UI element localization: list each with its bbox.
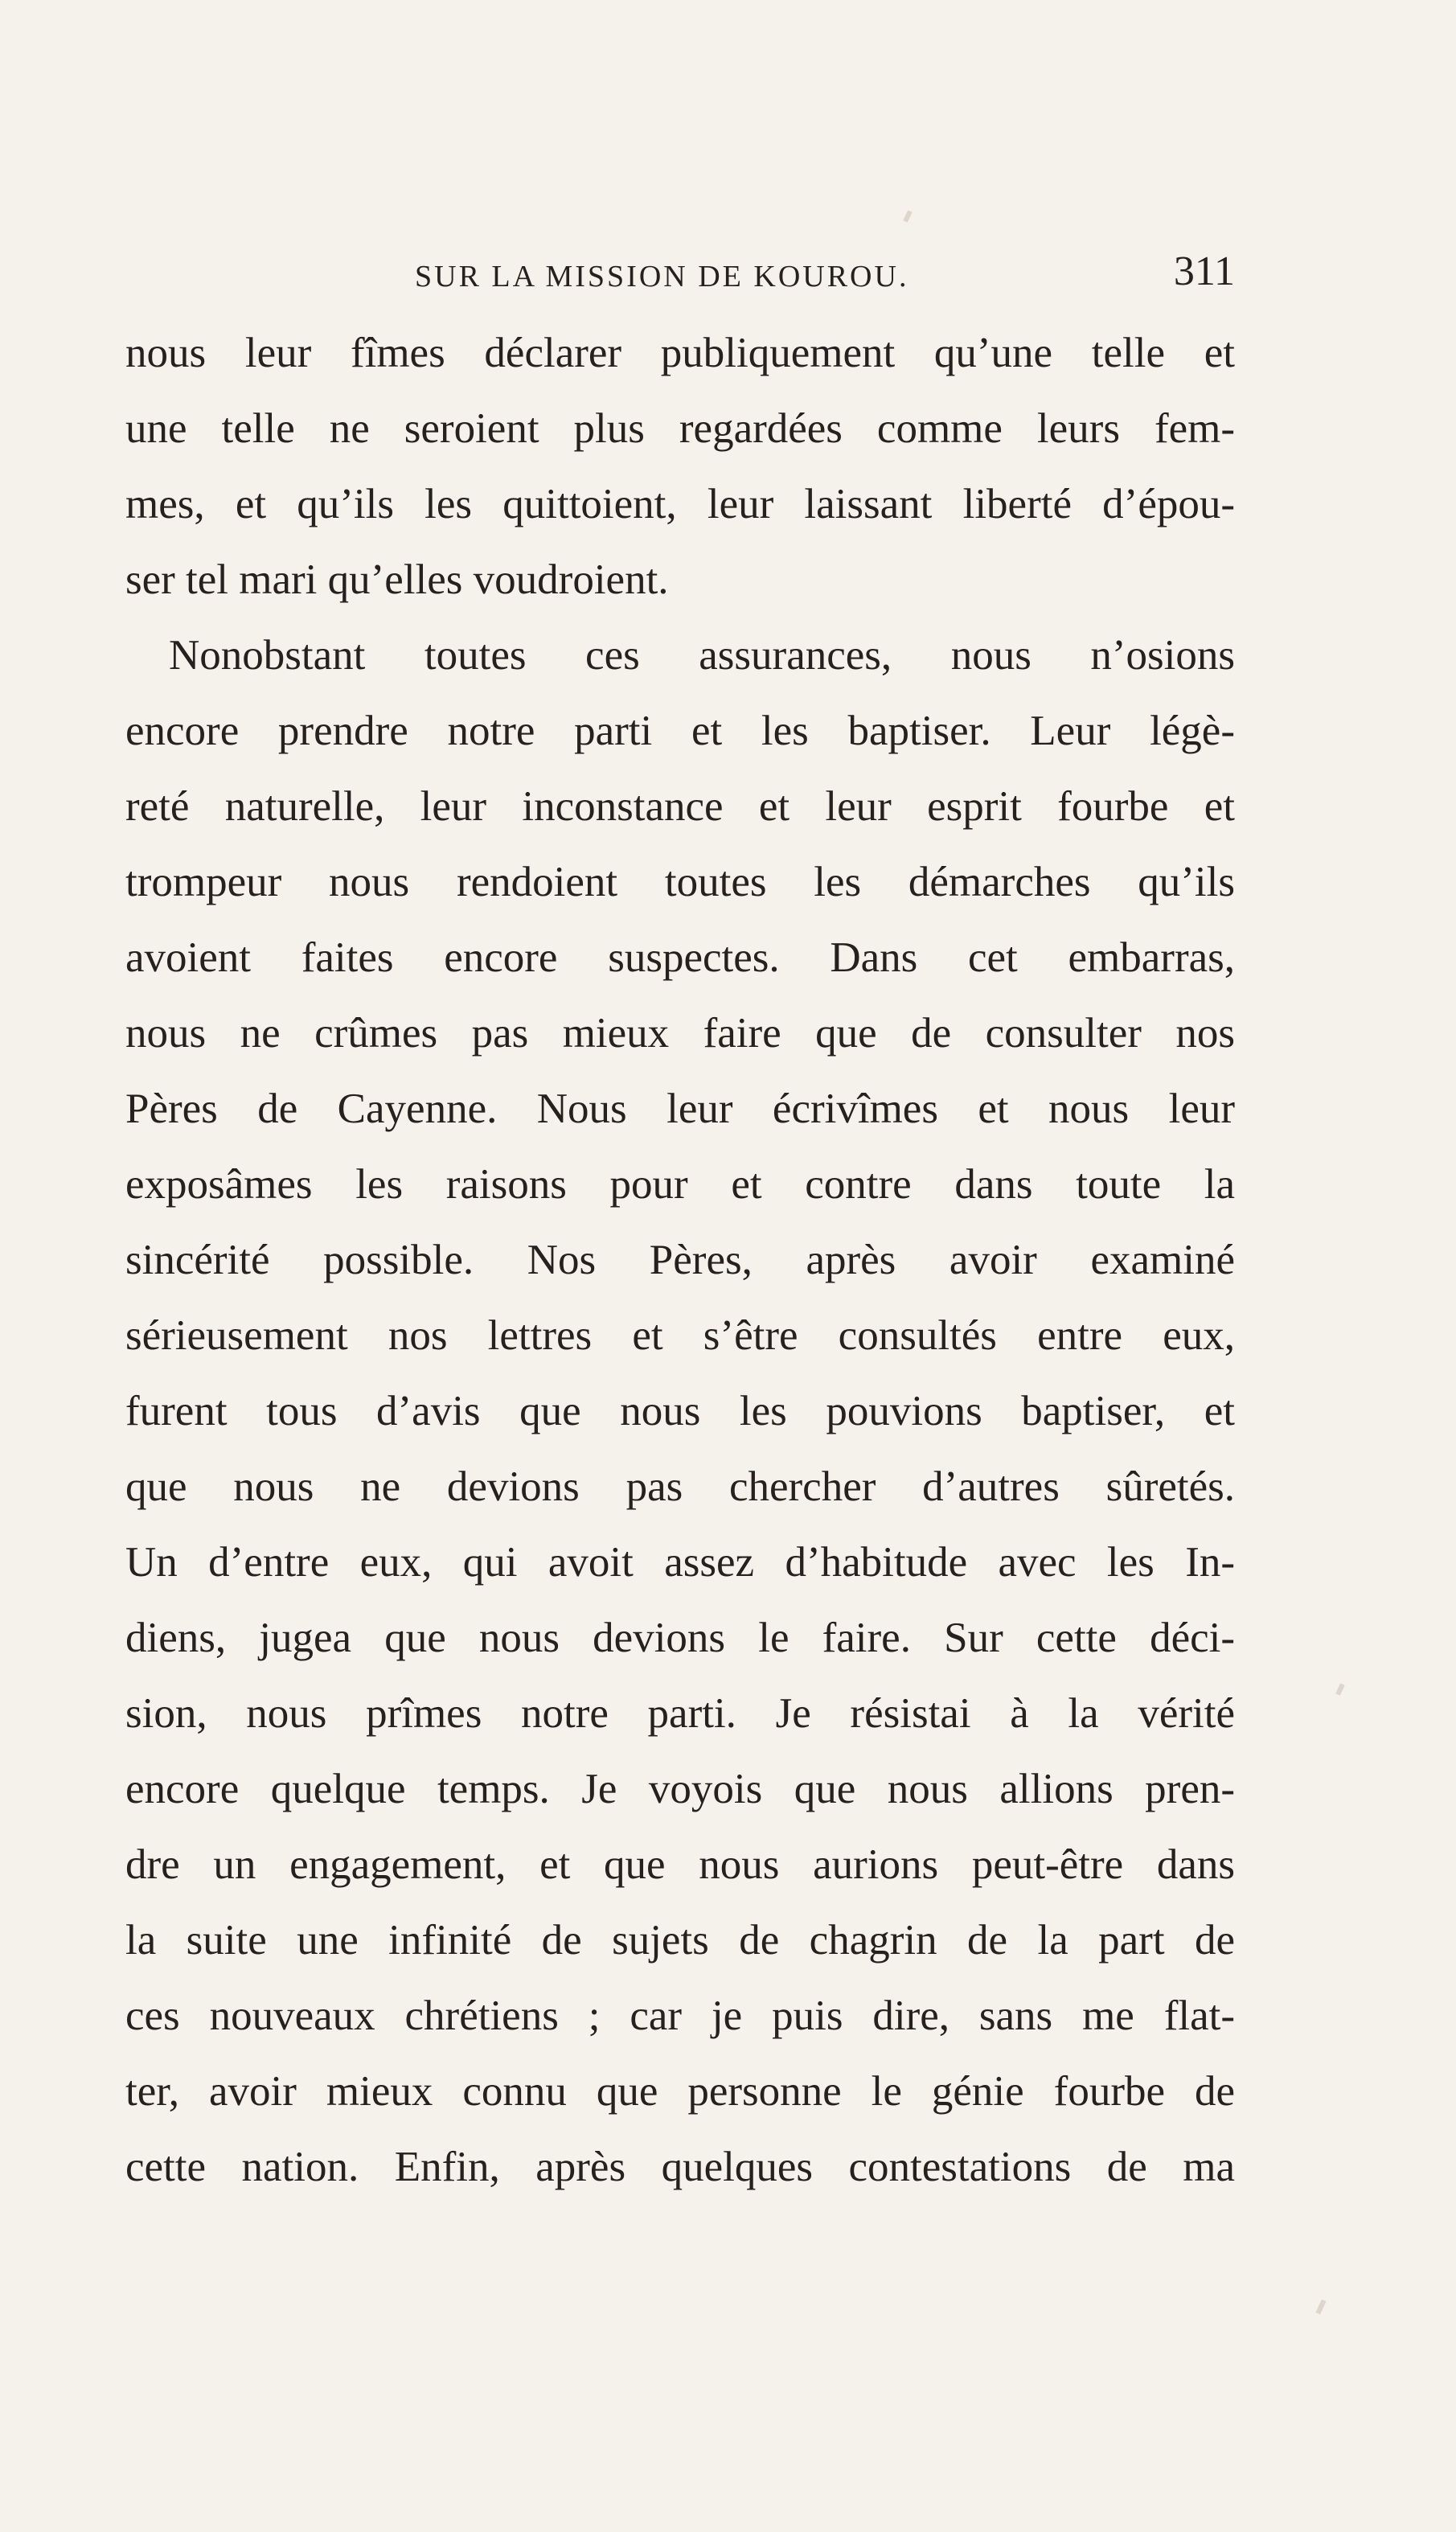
paper-speck xyxy=(1335,1683,1344,1695)
text-line: que nous ne devions pas chercher d’autres sûretés. xyxy=(125,1463,1235,1510)
running-title: SUR LA MISSION DE KOUROU. xyxy=(415,260,909,293)
text-line: Pères de Cayenne. Nous leur écrivîmes et nous leur xyxy=(125,1085,1235,1132)
text-line: Nonobstant toutes ces assurances, nous n’osions xyxy=(169,632,1235,679)
text-line: Un d’entre eux, qui avoit assez d’habitude avec les In- xyxy=(125,1539,1235,1586)
text-line: reté naturelle, leur inconstance et leur esprit fourbe et xyxy=(125,783,1235,830)
page-number: 311 xyxy=(1173,248,1235,294)
text-line: nous ne crûmes pas mieux faire que de consulter nos xyxy=(125,1010,1235,1057)
text-line: cette nation. Enfin, après quelques contestations de ma xyxy=(125,2144,1235,2190)
text-line: trompeur nous rendoient toutes les démarches qu’ils xyxy=(125,859,1235,905)
text-line: sion, nous prîmes notre parti. Je résistai à la vérité xyxy=(125,1690,1235,1737)
text-line: furent tous d’avis que nous les pouvions baptiser, et xyxy=(125,1388,1235,1434)
text-line: sérieusement nos lettres et s’être consultés entre eux, xyxy=(125,1312,1235,1359)
text-line: exposâmes les raisons pour et contre dans toute la xyxy=(125,1161,1235,1208)
page-text xyxy=(125,315,1235,2205)
text-line: mes, et qu’ils les quittoient, leur laissant liberté d’épou- xyxy=(125,481,1235,527)
text-line: encore quelque temps. Je voyois que nous allions pren- xyxy=(125,1766,1235,1812)
text-line: ser tel mari qu’elles voudroient. xyxy=(125,556,669,603)
text-line: ces nouveaux chrétiens ; car je puis dire, sans me flat- xyxy=(125,1992,1235,2039)
text-line: diens, jugea que nous devions le faire. Sur cette déci- xyxy=(125,1615,1235,1661)
text-line: encore prendre notre parti et les baptiser. Leur légè- xyxy=(125,708,1235,754)
text-line: une telle ne seroient plus regardées comme leurs fem- xyxy=(125,405,1235,452)
page-header xyxy=(125,241,1235,306)
text-line: sincérité possible. Nos Pères, après avoir examiné xyxy=(125,1237,1235,1283)
text-line: ter, avoir mieux connu que personne le génie fourbe de xyxy=(125,2068,1235,2115)
text-line: avoient faites encore suspectes. Dans cet embarras, xyxy=(125,934,1235,981)
paper-speck xyxy=(1315,2300,1326,2315)
text-line: la suite une infinité de sujets de chagrin de la part de xyxy=(125,1917,1235,1964)
text-line: dre un engagement, et que nous aurions peut-être dans xyxy=(125,1841,1235,1888)
paper-speck xyxy=(903,210,912,222)
text-line: nous leur fîmes déclarer publiquement qu’une telle et xyxy=(125,330,1235,376)
